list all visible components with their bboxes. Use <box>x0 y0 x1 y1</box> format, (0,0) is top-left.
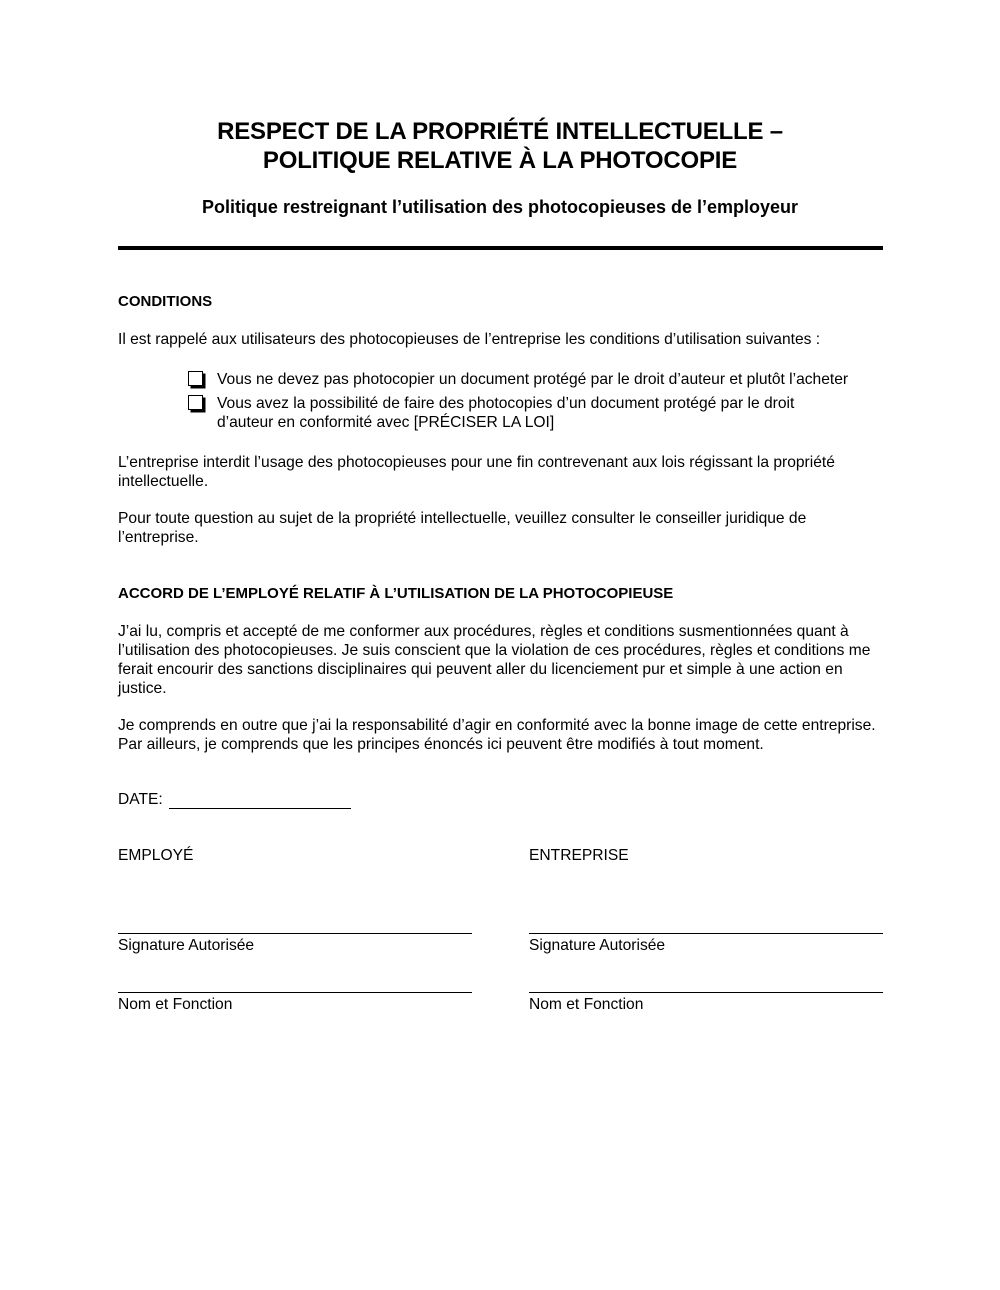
checkbox-icon[interactable] <box>188 395 203 410</box>
document-subtitle: Politique restreignant l’utilisation des photocopieuses de l’employeur <box>201 197 799 217</box>
conditions-heading: CONDITIONS <box>118 293 213 310</box>
checklist-item <box>188 370 888 389</box>
employee-signature-label: Signature Autorisée <box>118 937 255 954</box>
conditions-intro: Il est rappelé aux utilisateurs des photocopieuses de l’entreprise les conditions d’utilisation suivantes : <box>118 331 821 348</box>
checkbox-icon[interactable] <box>188 371 203 386</box>
date-row <box>118 790 351 809</box>
employee-name-title-line[interactable] <box>118 992 472 993</box>
title-line-1: RESPECT DE LA PROPRIÉTÉ INTELLECTUELLE – <box>217 118 783 145</box>
agreement-paragraph-1: J’ai lu, compris et accepté de me conformer aux procédures, règles et conditions susmentionnées quant à l’utilisation des photocopieuses. Je suis conscient que la violation de ces procédures, règles et conditions me ferait encourir des sanctions disciplinaires qui peuvent aller du licenciement pur et simple à une action en justice. <box>118 623 871 697</box>
date-label: DATE: <box>118 791 163 808</box>
company-signature-line[interactable] <box>529 933 883 934</box>
title-line-2: POLITIQUE RELATIVE À LA PHOTOCOPIE <box>262 147 738 174</box>
checklist-item-text: Vous ne devez pas photocopier un document protégé par le droit d’auteur et plutôt l’acheter <box>217 371 849 388</box>
company-signature-block <box>529 846 883 1014</box>
agreement-heading: ACCORD DE L’EMPLOYÉ RELATIF À L’UTILISATION DE LA PHOTOCOPIEUSE <box>118 585 674 602</box>
checklist-item-text: Vous avez la possibilité de faire des photocopies d’un document protégé par le droit d’auteur en conformité avec [PRÉCISER LA LOI] <box>217 395 795 431</box>
company-name-title-line[interactable] <box>529 992 883 993</box>
employee-signature-line[interactable] <box>118 933 472 934</box>
agreement-paragraph-2: Je comprends en outre que j’ai la responsabilité d’agir en conformité avec la bonne image de cette entreprise. Par ailleurs, je comprends que les principes énoncés ici peuvent être modifiés à tout moment. <box>118 717 885 753</box>
conditions-checklist <box>188 370 888 437</box>
employee-name-title-label: Nom et Fonction <box>118 996 233 1013</box>
company-name-title-label: Nom et Fonction <box>529 996 644 1013</box>
date-field[interactable] <box>169 792 351 809</box>
company-party-label: ENTREPRISE <box>529 847 629 864</box>
document-title <box>118 117 882 175</box>
employee-party-label: EMPLOYÉ <box>118 847 194 864</box>
employee-signature-block <box>118 846 472 1014</box>
conditions-paragraph-1: L’entreprise interdit l’usage des photocopieuses pour une fin contrevenant aux lois régissant la propriété intellectuelle. <box>118 454 835 490</box>
title-divider <box>118 246 883 250</box>
company-signature-label: Signature Autorisée <box>529 937 666 954</box>
checklist-item <box>188 394 888 432</box>
conditions-paragraph-2: Pour toute question au sujet de la propriété intellectuelle, veuillez consulter le conseiller juridique de l’entreprise. <box>118 510 807 546</box>
